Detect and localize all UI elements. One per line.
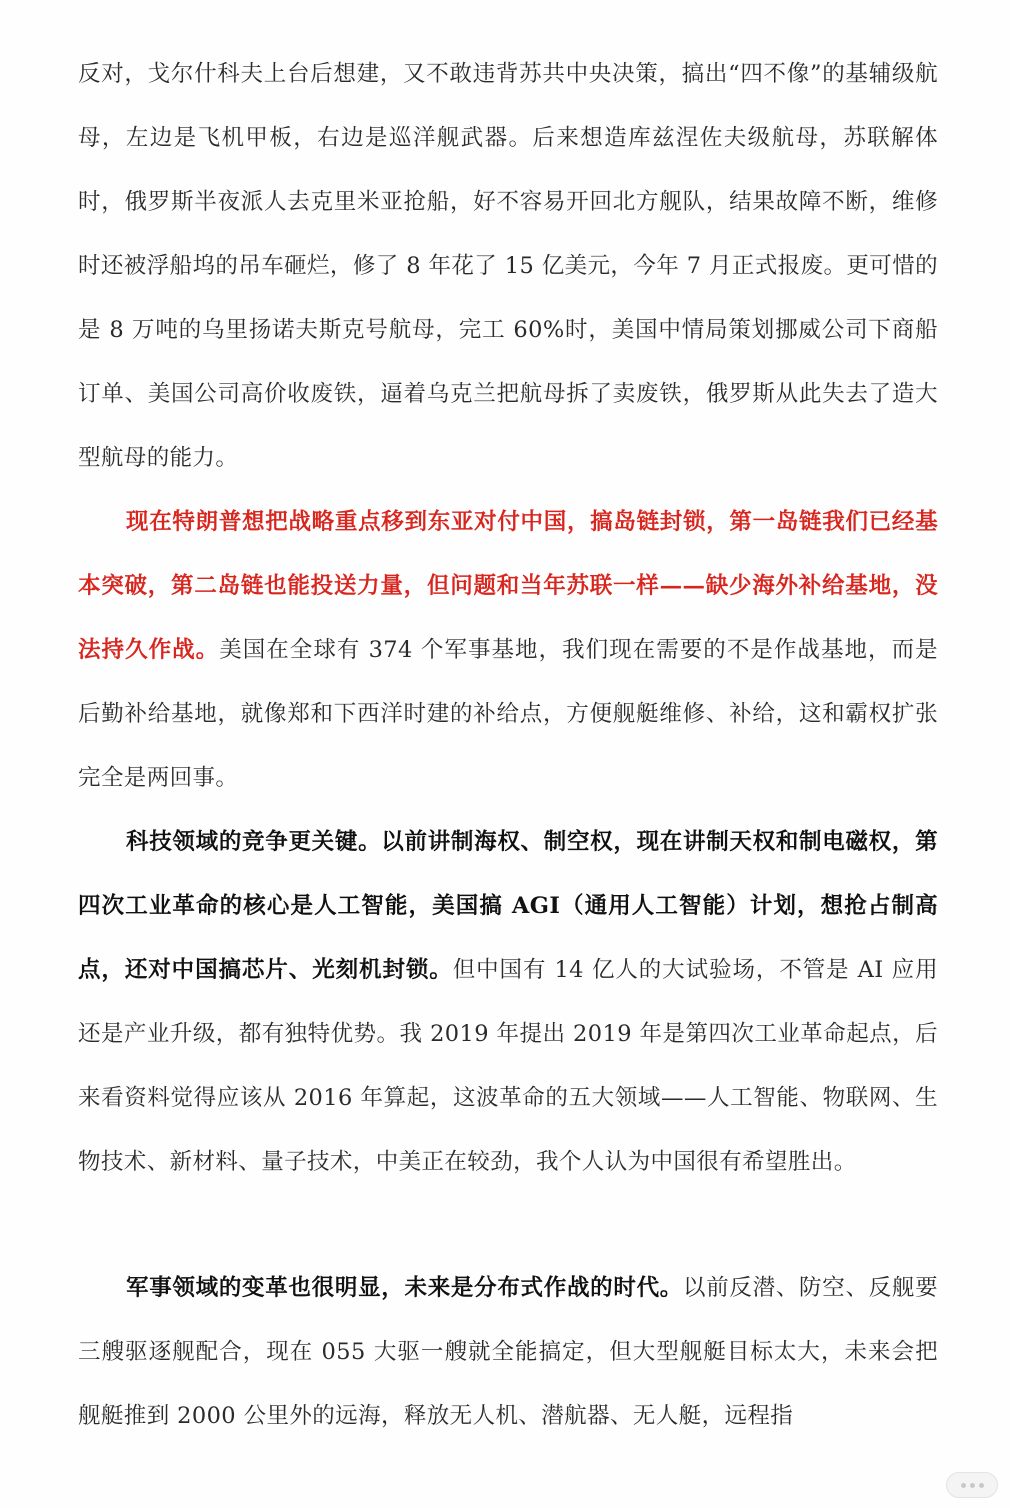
bold-lead-text: 军事领域的变革也很明显，未来是分布式作战的时代。 <box>126 1275 684 1301</box>
paragraph-technology-competition <box>78 810 938 1194</box>
bold-lead-text: 科技领域的竞争更关键。以前讲制海权、制空权，现在讲制天权和制电磁权，第四次工业革命的核心是人工智能，美国搞 AGI（通用人工智能）计划，想抢占制高点，还对中国搞芯片、光刻机封锁。 <box>78 829 938 983</box>
highlighted-red-text: 现在特朗普想把战略重点移到东亚对付中国，搞岛链封锁，第一岛链我们已经基本突破，第二岛链也能投送力量，但问题和当年苏联一样——缺少海外补给基地，没法持久作战。 <box>78 509 938 663</box>
paragraph-text: 但中国有 14 亿人的大试验场，不管是 AI 应用还是产业升级，都有独特优势。我 2019 年提出 2019 年是第四次工业革命起点，后来看资料觉得应该从 2016 年算起，这波革命的五大领域——人工智能、物联网、生物技术、新材料、量子技术，中美正在较劲，我个人认为中国很有希望胜出。 <box>78 957 938 1175</box>
dot-icon <box>979 1483 984 1488</box>
dot-icon <box>961 1483 966 1488</box>
paragraph-text: 以前反潜、防空、反舰要三艘驱逐舰配合，现在 055 大驱一艘就全能搞定，但大型舰艇目标太大，未来会把舰艇推到 2000 公里外的远海，释放无人机、潜航器、无人艇，远程指 <box>78 1275 939 1429</box>
paragraph-military-transformation <box>78 1256 938 1448</box>
paragraph-text: 反对，戈尔什科夫上台后想建，又不敢违背苏共中央决策，搞出“四不像”的基辅级航母，左边是飞机甲板，右边是巡洋舰武器。后来想造库兹涅佐夫级航母，苏联解体时，俄罗斯半夜派人去克里米亚抢船，好不容易开回北方舰队，结果故障不断，维修时还被浮船坞的吊车砸烂，修了 8 年花了 15 亿美元，今年 7 月正式报废。更可惜的是 8 万吨的乌里扬诺夫斯克号航母，完工 60%时，美国中情局策划挪威公司下商船订单、美国公司高价收废铁，逼着乌克兰把航母拆了卖废铁，俄罗斯从此失去了造大型航母的能力。 <box>78 61 938 471</box>
paragraph-text: 美国在全球有 374 个军事基地，我们现在需要的不是作战基地，而是后勤补给基地，就像郑和下西洋时建的补给点，方便舰艇维修、补给，这和霸权扩张完全是两回事。 <box>78 637 938 791</box>
dot-icon <box>970 1483 975 1488</box>
more-options-icon[interactable] <box>946 1472 998 1498</box>
paragraph-island-chain-strategy <box>78 490 938 810</box>
paragraph-aircraft-carrier-history <box>78 42 938 490</box>
